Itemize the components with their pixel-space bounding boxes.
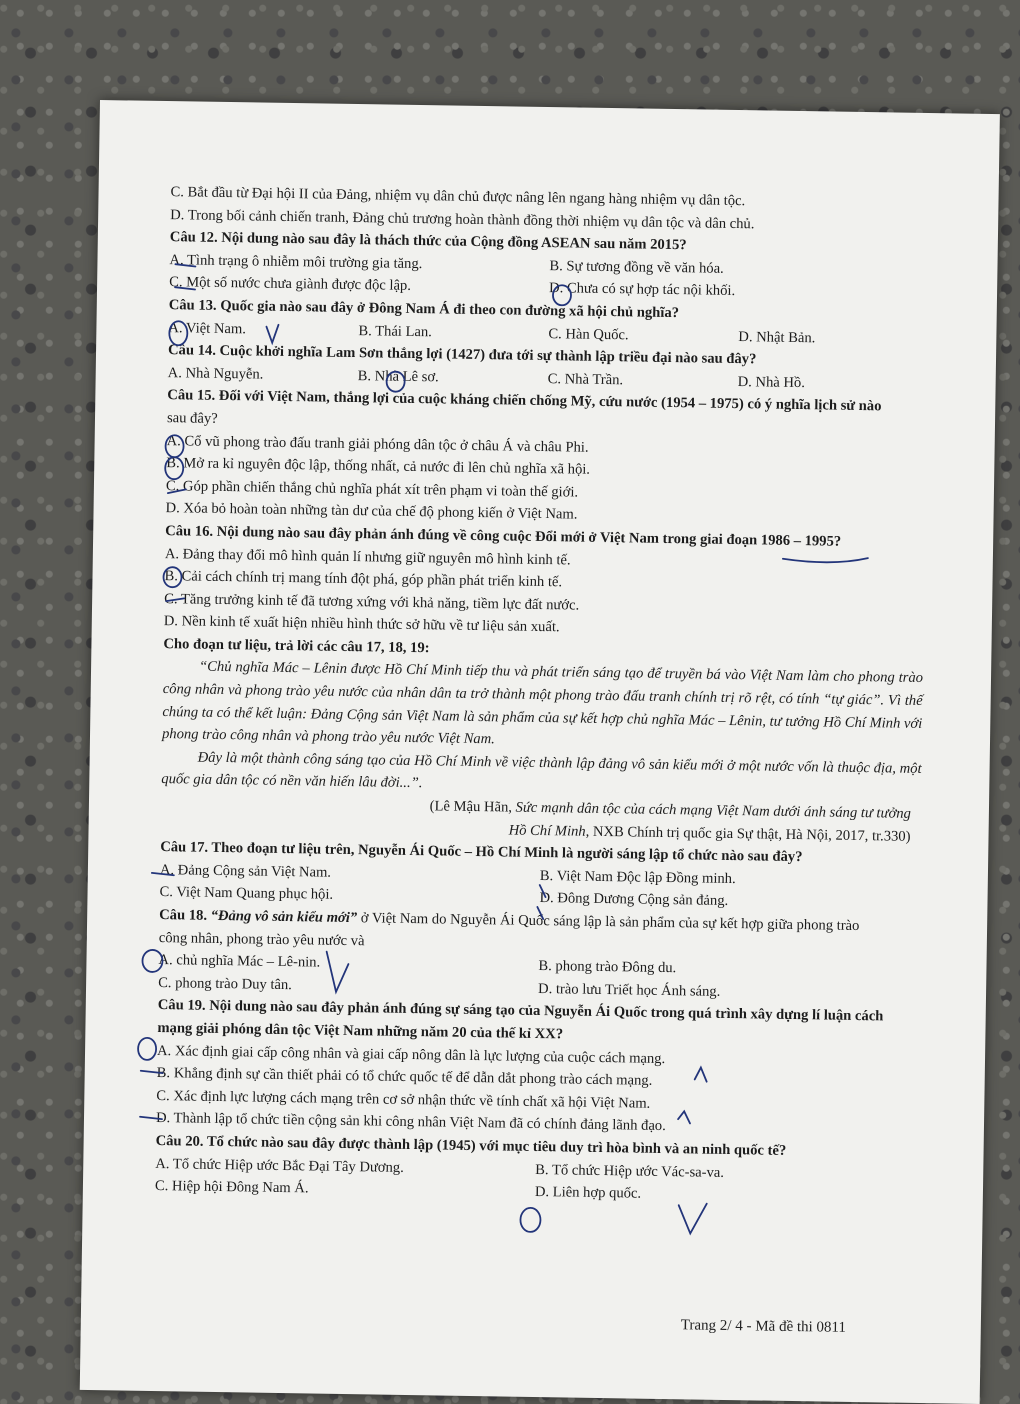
option-d-prev: D. Trong bối cảnh chiến tranh, Đảng chủ trương hoàn thành đồng thời nhiệm vụ dân tộc và dân chủ. bbox=[170, 206, 755, 232]
q14-option-d: D. Nhà Hồ. bbox=[737, 373, 806, 391]
q19-option-b: B. Khẳng định sự cần thiết phải có tổ chức quốc tế để dẫn dắt phong trào cách mạng. bbox=[156, 1065, 653, 1089]
question-13: Câu 13. Quốc gia nào sau đây ở Đông Nam Á đi theo con đường xã hội chủ nghĩa? bbox=[168, 297, 680, 322]
page-footer: Trang 2/ 4 - Mã đề thi 0811 bbox=[680, 1317, 847, 1336]
q16-option-a: A. Đảng thay đổi mô hình quản lí nhưng giữ nguyên mô hình kinh tế. bbox=[164, 545, 571, 568]
tick-q20 bbox=[678, 1203, 706, 1233]
question-15-cont: sau đây? bbox=[166, 410, 218, 427]
q19-option-a: A. Xác định giai cấp công nhân và giai cấp nông dân là lực lượng của cuộc cách mạng. bbox=[156, 1042, 666, 1067]
q17-option-a: A. Đảng Cộng sản Việt Nam. bbox=[159, 861, 332, 881]
q18-option-a: A. chủ nghĩa Mác – Lê-nin. bbox=[158, 952, 321, 971]
q16-option-c: C. Tăng trưởng kinh tế đã tương xứng với khả năng, tiềm lực đất nước. bbox=[164, 590, 580, 614]
q17-option-b: B. Việt Nam Độc lập Đồng minh. bbox=[539, 867, 736, 887]
q16-option-b: B. Cải cách chính trị mang tính đột phá, góp phần phát triển kinh tế. bbox=[164, 568, 563, 591]
q18-option-b: B. phong trào Đông du. bbox=[538, 958, 677, 977]
q20-option-d: D. Liên hợp quốc. bbox=[534, 1184, 642, 1202]
q12-option-a: A. Tình trạng ô nhiễm môi trường gia tăng. bbox=[169, 251, 423, 272]
q12-option-d: D. Chưa có sự hợp tác nội khối. bbox=[548, 280, 736, 300]
q14-option-c: C. Nhà Trần. bbox=[547, 370, 624, 388]
question-15: Câu 15. Đối với Việt Nam, thắng lợi của cuộc kháng chiến chống Mỹ, cứu nước (1954 – 1975) có ý nghĩa lịch sử nào bbox=[167, 387, 882, 415]
question-20: Câu 20. Tổ chức nào sau đây được thành lập (1945) với mục tiêu duy trì hòa bình và an ninh quốc tế? bbox=[155, 1132, 787, 1159]
q15-option-a: A. Cổ vũ phong trào đấu tranh giải phóng dân tộc ở châu Á và châu Phi. bbox=[166, 432, 589, 456]
q20-option-c: C. Hiệp hội Đông Nam Á. bbox=[154, 1178, 309, 1197]
q19-option-c: C. Xác định lực lượng cách mạng trên cơ sở nhận thức về tính chất xã hội Việt Nam. bbox=[156, 1087, 651, 1112]
circle-q20-d bbox=[520, 1208, 540, 1232]
q12-option-c: C. Một số nước chưa giành được độc lập. bbox=[169, 274, 412, 295]
q18-label: Câu 18. bbox=[159, 907, 208, 924]
exam-page bbox=[80, 100, 1000, 1404]
question-19: Câu 19. Nội dung nào sau đây phản ánh đúng sự sáng tạo của Nguyễn Ái Quốc trong quá trình xây dựng lí luận cách bbox=[157, 997, 884, 1025]
passage-paragraph-2: Đây là một thành công sáng tạo của Hồ Chí Minh về việc thành lập đảng vô sản kiểu mới ở một nước vốn là thuộc địa, một quốc gia dân tộc có nền văn hiến lâu đời...”. bbox=[161, 749, 922, 792]
citation-book-2: Hồ Chí Minh bbox=[508, 822, 586, 840]
q17-option-d: D. Đông Dương Cộng sản đảng. bbox=[539, 890, 729, 910]
q15-option-c: C. Góp phần chiến thắng chủ nghĩa phát xít trên phạm vi toàn thế giới. bbox=[165, 477, 579, 501]
q13-option-a: A. Việt Nam. bbox=[168, 319, 247, 337]
citation-publisher: , NXB Chính trị quốc gia Sự thật, Hà Nội, 2017, tr.330) bbox=[585, 823, 911, 845]
q15-option-b: B. Mở ra kỉ nguyên độc lập, thống nhất, cả nước đi lên chủ nghĩa xã hội. bbox=[166, 455, 591, 478]
circle-q19-a bbox=[138, 1038, 156, 1060]
question-17: Câu 17. Theo đoạn tư liệu trên, Nguyễn Ái Quốc – Hồ Chí Minh là người sáng lập tổ chức nào sau đây? bbox=[160, 839, 803, 866]
exam-content bbox=[155, 181, 931, 1210]
q15-option-d: D. Xóa bỏ hoàn toàn những tàn dư của chế độ phong kiến ở Việt Nam. bbox=[165, 500, 578, 523]
q13-option-c: C. Hàn Quốc. bbox=[548, 325, 629, 343]
question-18-cont: công nhân, phong trào yêu nước và bbox=[158, 929, 365, 949]
q20-option-b: B. Tổ chức Hiệp ước Vác-sa-va. bbox=[535, 1161, 725, 1181]
q18-quoted: “Đảng vô sản kiểu mới” bbox=[210, 907, 358, 927]
q16-option-d: D. Nền kinh tế xuất hiện nhiều hình thức sở hữu về tư liệu sản xuất. bbox=[163, 613, 560, 636]
q14-option-b: B. Nhà Lê sơ. bbox=[357, 367, 439, 386]
option-c-prev: C. Bắt đầu từ Đại hội II của Đảng, nhiệm vụ dân chủ được nâng lên ngang hàng nhiệm vụ dân tộc. bbox=[170, 184, 746, 210]
question-14: Câu 14. Cuộc khởi nghĩa Lam Sơn thắng lợi (1427) đưa tới sự thành lập triều đại nào sau đây? bbox=[167, 342, 757, 368]
passage-paragraph-1: “Chủ nghĩa Mác – Lênin được Hồ Chí Minh tiếp thu và phát triển sáng tạo để truyền bá vào Việt Nam làm cho phong trào công nhân và phong trào yêu nước của nhân dân ta trở thành một phong trào đấu tranh chính trị rõ rệt, có tính “tự giác”. Vì thế chúng ta có thể kết luận: Đảng Cộng sản Việt Nam là sản phẩm của sự kết hợp chủ nghĩa Mác – Lênin, tư tưởng Hồ Chí Minh với phong trào công nhân và phong trào yêu nước Việt Nam. bbox=[161, 659, 924, 748]
question-16: Câu 16. Nội dung nào sau đây phản ánh đúng về công cuộc Đổi mới ở Việt Nam trong giai đoạn 1986 – 1995? bbox=[165, 522, 842, 550]
q13-option-d: D. Nhật Bản. bbox=[738, 328, 816, 346]
q19-option-d: D. Thành lập tổ chức tiền cộng sản khi công nhân Việt Nam đã có chính đảng lãnh đạo. bbox=[155, 1110, 666, 1135]
q18-text: ở Việt Nam do Nguyễn Ái Quốc sáng lập là sản phẩm của sự kết hợp giữa phong trào bbox=[357, 910, 860, 935]
q14-option-a: A. Nhà Nguyễn. bbox=[167, 364, 264, 383]
q18-option-c: C. phong trào Duy tân. bbox=[158, 974, 293, 993]
citation-book: Sức mạnh dân tộc của cách mạng Việt Nam dưới ánh sáng tư tưởng bbox=[515, 799, 912, 822]
citation-author: (Lê Mậu Hãn, bbox=[429, 798, 513, 816]
q17-option-c: C. Việt Nam Quang phục hội. bbox=[159, 884, 334, 904]
q13-option-b: B. Thái Lan. bbox=[358, 322, 433, 340]
question-12: Câu 12. Nội dung nào sau đây là thách thức của Cộng đồng ASEAN sau năm 2015? bbox=[169, 229, 687, 254]
question-19-cont: mạng giải phóng dân tộc Việt Nam những năm 20 của thế kỉ XX? bbox=[157, 1019, 564, 1043]
q20-option-a: A. Tổ chức Hiệp ước Bắc Đại Tây Dương. bbox=[155, 1155, 404, 1176]
passage-intro: Cho đoạn tư liệu, trả lời các câu 17, 18, 19: bbox=[163, 635, 430, 657]
q18-option-d: D. trào lưu Triết học Ánh sáng. bbox=[537, 980, 721, 1000]
q12-option-b: B. Sự tương đồng về văn hóa. bbox=[549, 257, 724, 277]
